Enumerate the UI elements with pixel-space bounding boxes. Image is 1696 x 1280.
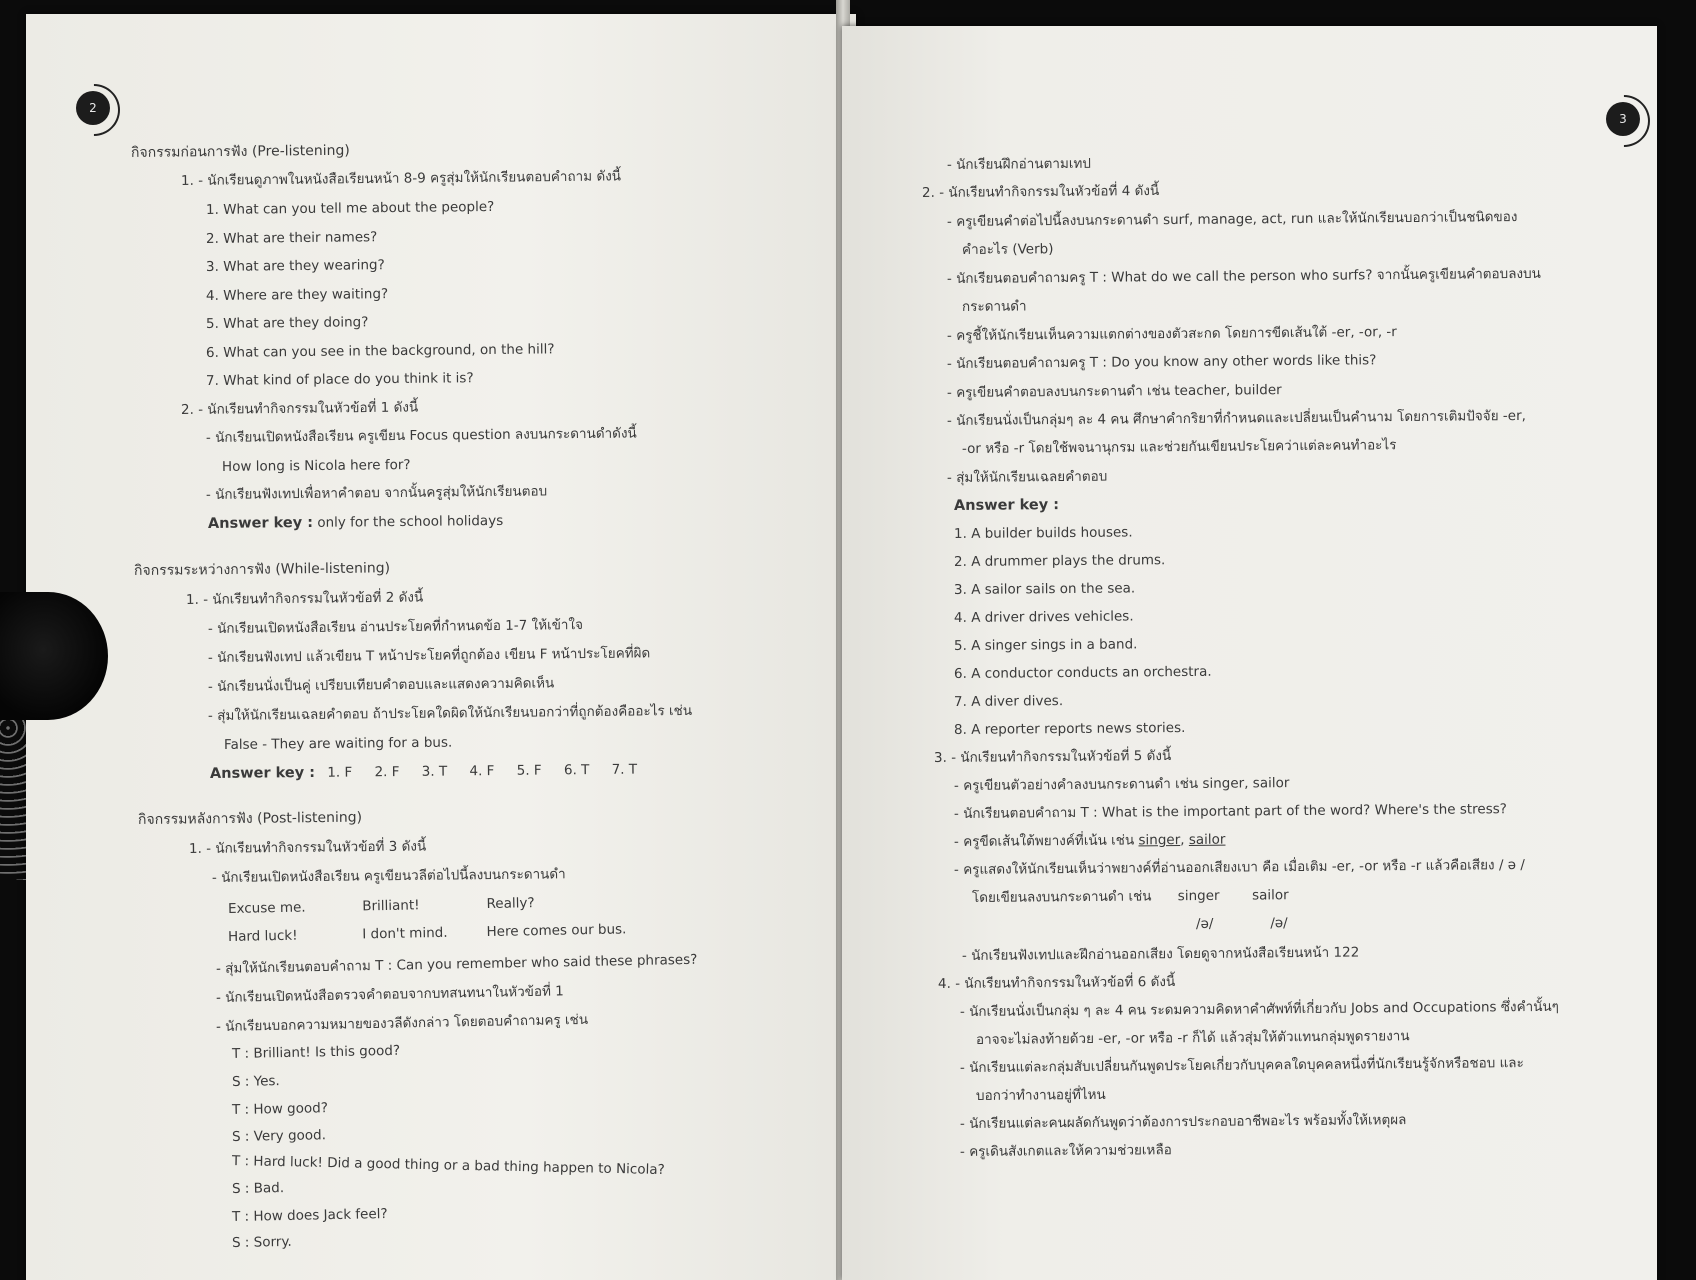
answer-item: 2. F: [374, 764, 400, 781]
post-step-1-d: - นักเรียนบอกความหมายของวลีดังกล่าว โดยตอบคำถามครู เช่น: [215, 1011, 589, 1035]
answer-key-label: Answer key :: [209, 764, 316, 782]
step-3-bullet: - ครูเขียนตัวอย่างคำลงบนกระดานดำ เช่น singer, sailor: [953, 775, 1290, 794]
ipa-symbol: /ə/: [1195, 915, 1214, 932]
step-2-bullet: - นักเรียนตอบคำถามครู T : What do we call the person who surfs? จากนั้นครูเขียนคำตอบลงบน: [946, 265, 1541, 287]
underlined-word: sailor: [1188, 831, 1226, 848]
answer-key: [208, 512, 503, 533]
step-3-bullet-cont: [972, 886, 1289, 907]
dialogue-line: S : Sorry.: [231, 1233, 292, 1251]
dialogue-line: T : How does Jack feel?: [231, 1206, 388, 1225]
step-2-bullet: - ครูชี้ให้นักเรียนเห็นความแตกต่างของตัวสะกด โดยการขีดเส้นใต้ -er, -or, -r: [946, 324, 1397, 344]
while-answer-key: [210, 761, 637, 783]
page-number-badge: 3: [1606, 102, 1640, 136]
dialogue-line: T : How good?: [231, 1100, 329, 1118]
dialogue-line: S : Very good.: [231, 1127, 327, 1145]
step-2-bullet: - นักเรียนตอบคำถามครู T : Do you know any other words like this?: [946, 352, 1377, 372]
answer-key-label: Answer key :: [953, 497, 1060, 514]
step-4-bullet: - นักเรียนแต่ละคนผลัดกันพูดว่าต้องการประกอบอาชีพอะไร พร้อมทั้งให้เหตุผล: [959, 1112, 1407, 1132]
answer-item: 6. A conductor conducts an orchestra.: [953, 663, 1212, 682]
post-step-1: 1. - นักเรียนทำกิจกรรมในหัวข้อที่ 3 ดังนี้: [188, 838, 427, 857]
answer-key-value: only for the school holidays: [317, 512, 504, 531]
left-page: [26, 14, 856, 1280]
step-3-title: 3. - นักเรียนทำกิจกรรมในหัวข้อที่ 5 ดังนี้: [933, 747, 1172, 766]
answer-item: 7. T: [611, 761, 638, 778]
example-word: singer: [1177, 887, 1220, 905]
step-3-bullet: - นักเรียนตอบคำถาม T : What is the important part of the word? Where's the stress?: [953, 801, 1508, 822]
step-4-title: 4. - นักเรียนทำกิจกรรมในหัวข้อที่ 6 ดังนี้: [937, 973, 1176, 992]
step-3-bullet: - ครูแสดงให้นักเรียนเห็นว่าพยางค์ที่อ่านออกเสียงเบา คือ เมื่อเติม -er, -or หรือ -r แล้วคือเสียง / ə /: [953, 857, 1525, 878]
phrase: Really?: [486, 895, 535, 913]
dialogue-line: T : Brilliant! Is this good?: [231, 1042, 401, 1062]
step-3-bullet: - นักเรียนฟังเทปและฝึกอ่านออกเสียง โดยดูจากหนังสือเรียนหน้า 122: [961, 944, 1360, 964]
page-number-badge: 2: [76, 91, 110, 125]
question-item: 7. What kind of place do you think it is?: [205, 370, 474, 389]
question-item: 5. What are they doing?: [205, 314, 369, 332]
while-step-1: 1. - นักเรียนทำกิจกรรมในหัวข้อที่ 2 ดังนี้: [185, 589, 424, 608]
step-2-bullet-cont: -or หรือ -r โดยใช้พจนานุกรม และช่วยกันเขียนประโยคว่าแต่ละคนทำอะไร: [961, 437, 1397, 457]
right-page: [842, 26, 1657, 1280]
question-item: 6. What can you see in the background, on the hill?: [205, 341, 555, 361]
phrases-row: [228, 920, 627, 946]
step-2-bullet-cont: กระดานดำ: [961, 298, 1027, 315]
pre-step-2-b: - นักเรียนฟังเทปเพื่อหาคำตอบ จากนั้นครูสุ่มให้นักเรียนตอบ: [205, 483, 548, 503]
phrase: Hard luck!: [227, 927, 298, 945]
top-bullet: - นักเรียนฝึกอ่านตามเทป: [946, 155, 1091, 173]
while-bullet: - นักเรียนเปิดหนังสือเรียน อ่านประโยคที่กำหนดข้อ 1-7 ให้เข้าใจ: [207, 617, 584, 637]
phrase: I don't mind.: [362, 924, 448, 943]
while-example: False - They are waiting for a bus.: [223, 734, 453, 753]
phrases-row: [228, 894, 535, 918]
step-2-bullet: - ครูเขียนคำต่อไปนี้ลงบนกระดานดำ surf, manage, act, run และให้นักเรียนบอกว่าเป็นชนิดของ: [946, 209, 1518, 230]
question-item: 1. What can you tell me about the people?: [205, 198, 495, 218]
step-4-bullet-cont: อาจจะไม่ลงท้ายด้วย -er, -or หรือ -r ก็ได้ แล้วสุ่มให้ตัวแทนกลุ่มพูดรายงาน: [975, 1028, 1410, 1048]
answer-item: 4. F: [469, 763, 495, 780]
answer-key-label: Answer key :: [207, 514, 314, 532]
section-heading-post-listening: กิจกรรมหลังการฟัง (Post-listening): [137, 809, 363, 828]
dialogue-line: T : Hard luck! Did a good thing or a bad thing happen to Nicola?: [231, 1153, 665, 1179]
step-4-bullet: - ครูเดินสังเกตและให้ความช่วยเหลือ: [959, 1142, 1172, 1160]
underlined-word: singer: [1138, 832, 1181, 849]
step-4-bullet: - นักเรียนแต่ละกลุ่มสับเปลี่ยนกันพูดประโยคเกี่ยวกับบุคคลใดบุคคลหนึ่งที่นักเรียนรู้จักหรือชอบ และ: [959, 1055, 1524, 1076]
while-bullet: - สุ่มให้นักเรียนเฉลยคำตอบ ถ้าประโยคใดผิดให้นักเรียนบอกว่าที่ถูกต้องคืออะไร เช่น: [207, 702, 693, 724]
step-3-bullet: - ครูขีดเส้นใต้พยางค์ที่เน้น เช่น singer, sailor: [953, 831, 1226, 850]
phrase: Here comes our bus.: [486, 921, 627, 941]
step-4-bullet-cont: บอกว่าทำงานอยู่ที่ไหน: [975, 1086, 1106, 1104]
step-2-bullet: - ครูเขียนคำตอบลงบนกระดานดำ เช่น teacher, builder: [946, 382, 1282, 401]
step-2-bullet-cont: คำอะไร (Verb): [961, 241, 1054, 258]
step-2-bullet: - นักเรียนนั่งเป็นกลุ่มๆ ละ 4 คน ศึกษาคำกริยาที่กำหนดและเปลี่ยนเป็นคำนาม โดยการเติมปัจจัย -er,: [946, 407, 1526, 429]
answer-item: 6. T: [563, 762, 590, 779]
answer-item: 8. A reporter reports news stories.: [953, 719, 1186, 738]
step-4-bullet: - นักเรียนนั่งเป็นกลุ่ม ๆ ละ 4 คน ระดมความคิดหาคำศัพท์ที่เกี่ยวกับ Jobs and Occupations ซึ่งคำนั้นๆ: [959, 998, 1559, 1020]
dialogue-line: S : Bad.: [231, 1180, 285, 1197]
post-step-1-c: - นักเรียนเปิดหนังสือตรวจคำตอบจากบทสนทนาในหัวข้อที่ 1: [215, 983, 564, 1006]
answer-item: 4. A driver drives vehicles.: [953, 608, 1134, 626]
section-heading-pre-listening: กิจกรรมก่อนการฟัง (Pre-listening): [130, 142, 350, 161]
answer-item: 5. A singer sings in a band.: [953, 636, 1138, 654]
answer-item: 3. A sailor sails on the sea.: [953, 580, 1136, 598]
glove-texture: [0, 720, 26, 880]
answer-item: 3. T: [421, 763, 448, 780]
ipa-symbol: /ə/: [1270, 915, 1288, 932]
answer-item: 2. A drummer plays the drums.: [953, 552, 1166, 570]
phrase: Brilliant!: [362, 897, 420, 915]
dialogue-line: S : Yes.: [231, 1073, 280, 1090]
answer-item: 5. F: [516, 762, 542, 779]
answer-item: 1. A builder builds houses.: [953, 524, 1133, 542]
question-item: 4. Where are they waiting?: [205, 286, 389, 304]
ipa-row: [1196, 914, 1288, 933]
question-item: 2. What are their names?: [205, 229, 378, 247]
post-step-1-a: - นักเรียนเปิดหนังสือเรียน ครูเขียนวลีต่อไปนี้ลงบนกระดานดำ: [211, 866, 566, 886]
while-bullet: - นักเรียนนั่งเป็นคู่ เปรียบเทียบคำตอบและแสดงความคิดเห็น: [207, 675, 555, 695]
pre-step-2-a: - นักเรียนเปิดหนังสือเรียน ครูเขียน Focus question ลงบนกระดานดำดังนี้: [205, 425, 637, 446]
step-3-bullet-text: - ครูขีดเส้นใต้พยางค์ที่เน้น เช่น: [953, 832, 1135, 850]
post-step-1-b: - สุ่มให้นักเรียนตอบคำถาม T : Can you remember who said these phrases?: [215, 951, 698, 977]
phrase: Excuse me.: [227, 899, 306, 917]
step-3-bullet-text: โดยเขียนลงบนกระดานดำ เช่น: [971, 888, 1152, 906]
answer-item: 7. A diver dives.: [953, 693, 1064, 710]
step-2-bullet: - สุ่มให้นักเรียนเฉลยคำตอบ: [946, 468, 1108, 486]
focus-question: How long is Nicola here for?: [221, 457, 411, 475]
example-word: sailor: [1251, 887, 1289, 904]
question-item: 3. What are they wearing?: [205, 257, 385, 275]
pre-step-2: 2. - นักเรียนทำกิจกรรมในหัวข้อที่ 1 ดังนี้: [180, 399, 419, 418]
while-bullet: - นักเรียนฟังเทป แล้วเขียน T หน้าประโยคที่ถูกต้อง เขียน F หน้าประโยคที่ผิด: [207, 645, 651, 666]
pre-step-1: 1. - นักเรียนดูภาพในหนังสือเรียนหน้า 8-9 ครูสุ่มให้นักเรียนตอบคำถาม ดังนี้: [180, 168, 622, 189]
answer-item: 1. F: [327, 764, 353, 781]
section-heading-while-listening: กิจกรรมระหว่างการฟัง (While-listening): [133, 560, 391, 579]
step-2-title: 2. - นักเรียนทำกิจกรรมในหัวข้อที่ 4 ดังนี้: [921, 182, 1160, 201]
